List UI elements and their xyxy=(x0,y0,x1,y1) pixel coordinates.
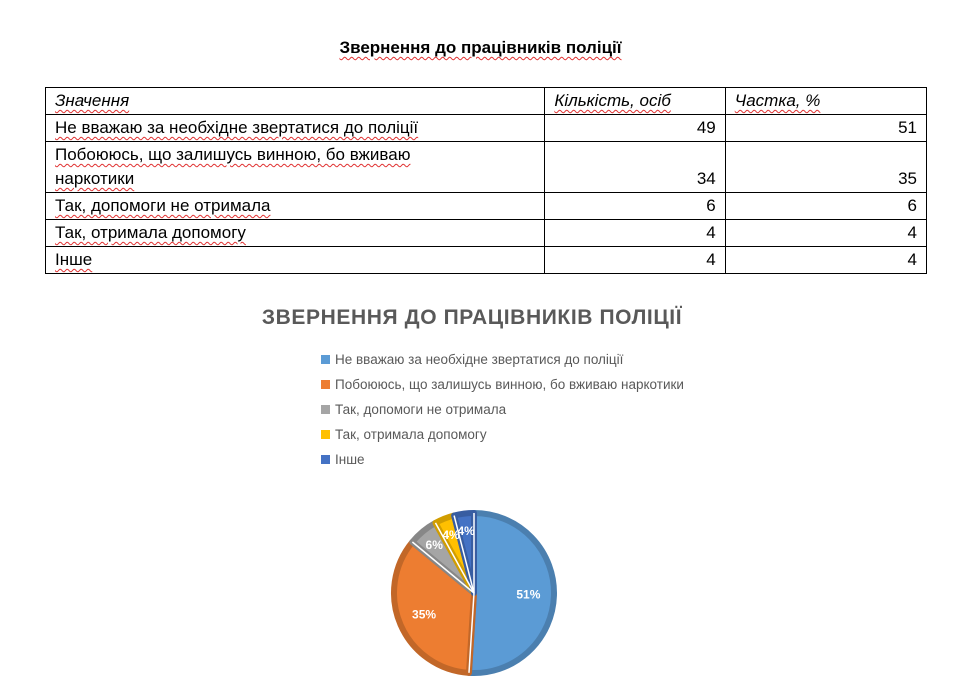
row-count: 34 xyxy=(545,142,725,193)
legend-label: Так, допомоги не отримала xyxy=(335,402,507,417)
legend-item xyxy=(321,397,684,422)
header-share: Частка, % xyxy=(725,88,926,115)
legend-label: Побоююсь, що залишусь винною, бо вживаю наркотики xyxy=(335,377,684,392)
row-share: 4 xyxy=(725,247,926,274)
row-count: 6 xyxy=(545,193,725,220)
document-title: Звернення до працівників поліції xyxy=(339,38,622,57)
row-share: 51 xyxy=(725,115,926,142)
pie-data-label: 51% xyxy=(516,587,541,602)
pie-chart xyxy=(380,500,570,685)
table-row xyxy=(46,193,927,220)
data-table xyxy=(45,87,927,274)
table-row xyxy=(46,220,927,247)
row-count: 49 xyxy=(545,115,725,142)
row-count: 4 xyxy=(545,220,725,247)
legend-swatch xyxy=(321,380,330,389)
legend-swatch xyxy=(321,455,330,464)
legend-item xyxy=(321,347,684,372)
legend-swatch xyxy=(321,405,330,414)
chart-legend xyxy=(321,347,684,472)
table-row xyxy=(46,247,927,274)
row-share: 35 xyxy=(725,142,926,193)
row-count: 4 xyxy=(545,247,725,274)
table-row xyxy=(46,115,927,142)
pie-data-label: 6% xyxy=(425,537,443,552)
row-label: Не вважаю за необхідне звертатися до поліції xyxy=(46,115,545,142)
legend-swatch xyxy=(321,355,330,364)
pie-data-label: 35% xyxy=(412,607,437,622)
row-label: Так, допомоги не отримала xyxy=(46,193,545,220)
row-label: Інше xyxy=(46,247,545,274)
legend-label: Інше xyxy=(335,452,365,467)
legend-label: Так, отримала допомогу xyxy=(335,427,487,442)
header-count: Кількість, осіб xyxy=(545,88,725,115)
legend-label: Не вважаю за необхідне звертатися до поліції xyxy=(335,352,624,367)
row-label: Побоююсь, що залишусь винною, бо вживаю наркотики xyxy=(46,142,545,193)
legend-item xyxy=(321,447,684,472)
row-share: 6 xyxy=(725,193,926,220)
row-label: Так, отримала допомогу xyxy=(46,220,545,247)
pie-data-label: 4% xyxy=(457,524,475,539)
pie-data-label: 4% xyxy=(442,527,460,542)
pie-slice xyxy=(469,513,554,673)
table-row xyxy=(46,142,927,193)
chart-title: ЗВЕРНЕННЯ ДО ПРАЦІВНИКІВ ПОЛІЦІЇ xyxy=(261,306,683,329)
legend-item xyxy=(321,372,684,397)
header-value: Значення xyxy=(46,88,545,115)
table-header-row xyxy=(46,88,927,115)
legend-swatch xyxy=(321,430,330,439)
legend-item xyxy=(321,422,684,447)
row-share: 4 xyxy=(725,220,926,247)
